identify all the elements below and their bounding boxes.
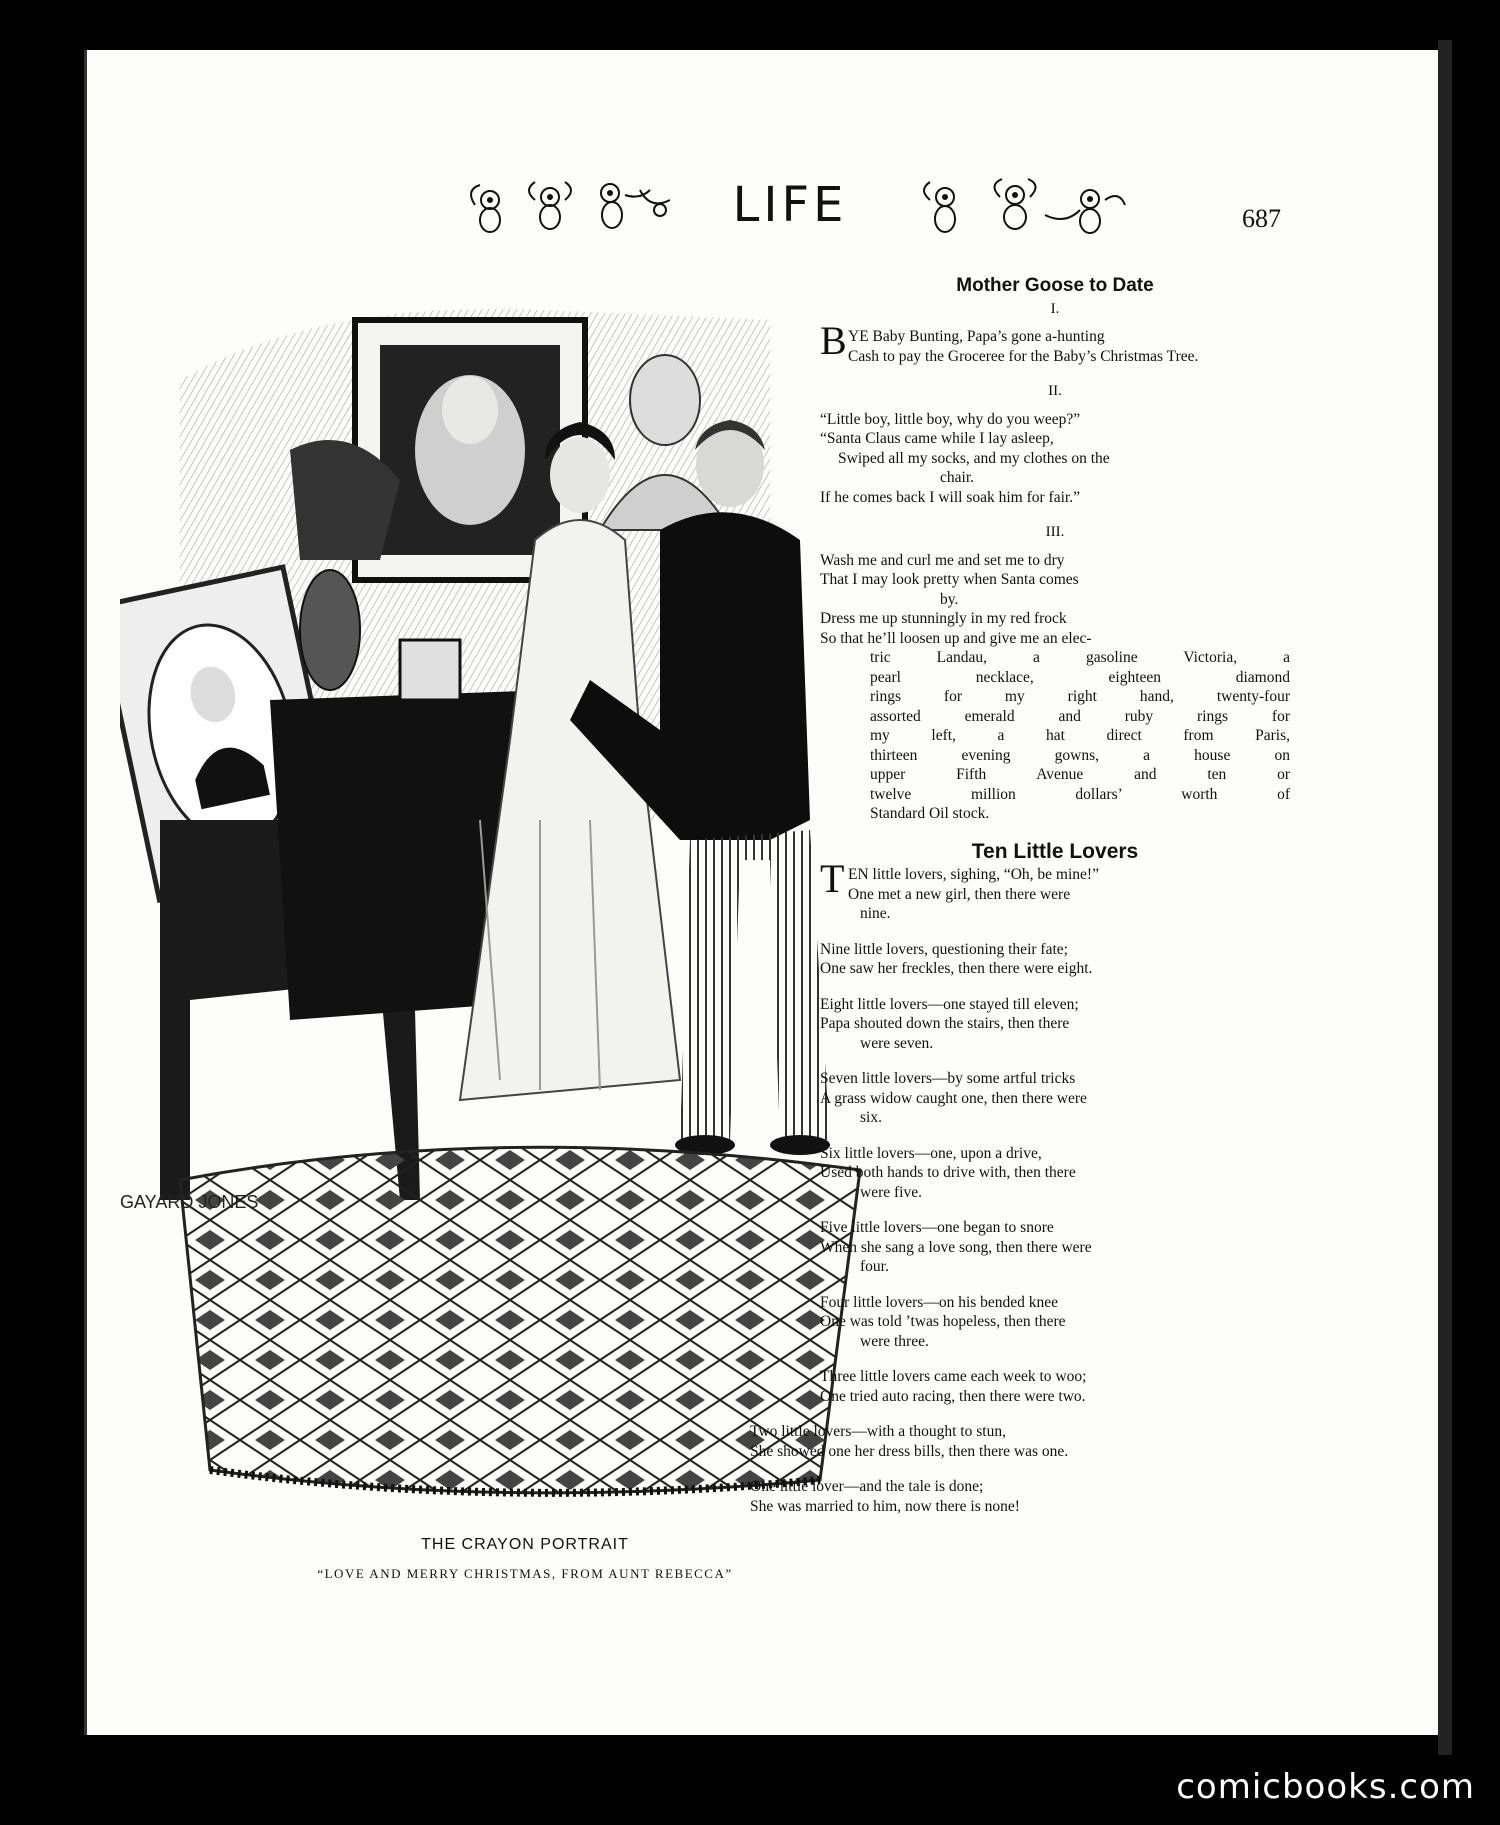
verse-line: One was told ’twas hopeless, then there (820, 1313, 1066, 1330)
stanza (750, 1477, 1290, 1516)
section-numeral: III. (1045, 524, 1065, 540)
verse-line: Dress me up stunningly in my red frock (820, 610, 1067, 627)
verse-line: were five. (860, 1183, 922, 1201)
section-numeral: II. (1048, 383, 1062, 399)
stanza (820, 1293, 1290, 1352)
verse-line: were seven. (860, 1034, 934, 1052)
stanza (820, 856, 1290, 924)
verse-line: pearl necklace, eighteen diamond (870, 668, 1290, 686)
illustration-caption-title: THE CRAYON PORTRAIT (421, 1536, 629, 1553)
cherubs-left-ornament (460, 175, 690, 245)
stanza (820, 1367, 1290, 1406)
verse-line: Cash to pay the Groceree for the Baby’s Christmas Tree. (848, 347, 1199, 365)
verse-line: She showed one her dress bills, then there was one. (750, 1442, 1069, 1460)
verse-line: “Little boy, little boy, why do you weep?” (820, 410, 1081, 428)
verse-line: That I may look pretty when Santa comes (820, 571, 1079, 588)
stanza (750, 1422, 1290, 1461)
verse-line: Four little lovers—on his bended knee (820, 1293, 1059, 1311)
verse-line: Used both hands to drive with, then there (820, 1164, 1076, 1181)
verse-line: A grass widow caught one, then there were (820, 1089, 1087, 1107)
page-edge (1438, 40, 1452, 1755)
verse-line: tric Landau, a gasoline Victoria, a (870, 649, 1290, 666)
section-numeral: I. (1050, 300, 1060, 317)
verse-line: One little lover—and the tale is done; (750, 1478, 984, 1495)
verse-line: If he comes back I will soak him for fair.” (820, 488, 1080, 506)
page-gutter-rule (84, 50, 87, 1735)
masthead-title: LIFE (732, 177, 848, 233)
verse-line: by. (940, 590, 959, 608)
verse-line: rings for my right hand, twenty-four (870, 688, 1290, 705)
verse-line: thirteen evening gowns, a house on (870, 746, 1290, 764)
verse-line: Three little lovers came each week to woo; (820, 1368, 1087, 1385)
stanza (820, 1144, 1290, 1203)
page-number: 687 (1242, 204, 1281, 233)
verse-line: Five little lovers—one began to snore (820, 1219, 1054, 1236)
verse-line: Seven little lovers—by some artful tricks (820, 1070, 1076, 1087)
verse-line: assorted emerald and ruby rings for (870, 707, 1290, 725)
verse-line: Two little lovers—with a thought to stun, (750, 1423, 1006, 1440)
verse-line: Six little lovers—one, upon a drive, (820, 1144, 1042, 1162)
verse-line: Wash me and curl me and set me to dry (820, 551, 1065, 569)
site-watermark: comicbooks.com (1176, 1767, 1475, 1807)
verse-line: Swiped all my socks, and my clothes on the (838, 449, 1110, 467)
stanza (820, 940, 1290, 979)
stanza (820, 1218, 1290, 1277)
cherubs-right-ornament (915, 175, 1145, 245)
verse-line: So that he’ll loosen up and give me an elec- (820, 629, 1092, 647)
drop-cap: B (820, 318, 847, 363)
verse-line: B YE Baby Bunting, Papa’s gone a-hunting (820, 318, 1105, 363)
drop-cap: T (820, 856, 845, 901)
verse-line: One tried auto racing, then there were two. (820, 1387, 1086, 1405)
verse-line: twelve million dollars’ worth of (870, 785, 1290, 803)
stanza (820, 1069, 1290, 1128)
verse-line: T EN little lovers, sighing, “Oh, be mine!” (820, 856, 1099, 901)
verse-line: four. (860, 1258, 889, 1275)
artist-signature: GAYARD JONES (120, 1192, 259, 1212)
stanza (820, 318, 1290, 366)
verse-line: One met a new girl, then there were (848, 885, 1071, 903)
verse-line: She was married to him, now there is none! (750, 1497, 1020, 1515)
verse-line: my left, a hat direct from Paris, (870, 727, 1290, 744)
stanza (820, 551, 1290, 824)
verse-line: six. (860, 1109, 882, 1126)
masthead (440, 165, 1160, 255)
verse-line: “Santa Claus came while I lay asleep, (820, 430, 1054, 447)
verse-line: upper Fifth Avenue and ten or (870, 766, 1290, 783)
verse-line: nine. (860, 905, 891, 922)
verse-line: Eight little lovers—one stayed till eleven; (820, 995, 1079, 1013)
verse-line: One saw her freckles, then there were eight. (820, 960, 1093, 977)
stanza (820, 995, 1290, 1054)
verse-line: chair. (940, 469, 974, 486)
stanza (820, 410, 1290, 508)
verse-line: Standard Oil stock. (870, 805, 990, 822)
verse-line: When she sang a love song, then there were (820, 1238, 1092, 1256)
verse-line: were three. (860, 1332, 929, 1350)
text-column (750, 270, 1290, 1532)
illustration-caption-quote: “LOVE AND MERRY CHRISTMAS, FROM AUNT REBECCA” (317, 1566, 733, 1581)
crayon-portrait-illustration (120, 300, 890, 1510)
poem-title-mother-goose: Mother Goose to Date (956, 275, 1154, 296)
poem-title-ten-little-lovers: Ten Little Lovers (971, 839, 1139, 863)
verse-line: Nine little lovers, questioning their fate; (820, 940, 1068, 958)
verse-line: Papa shouted down the stairs, then there (820, 1015, 1070, 1032)
